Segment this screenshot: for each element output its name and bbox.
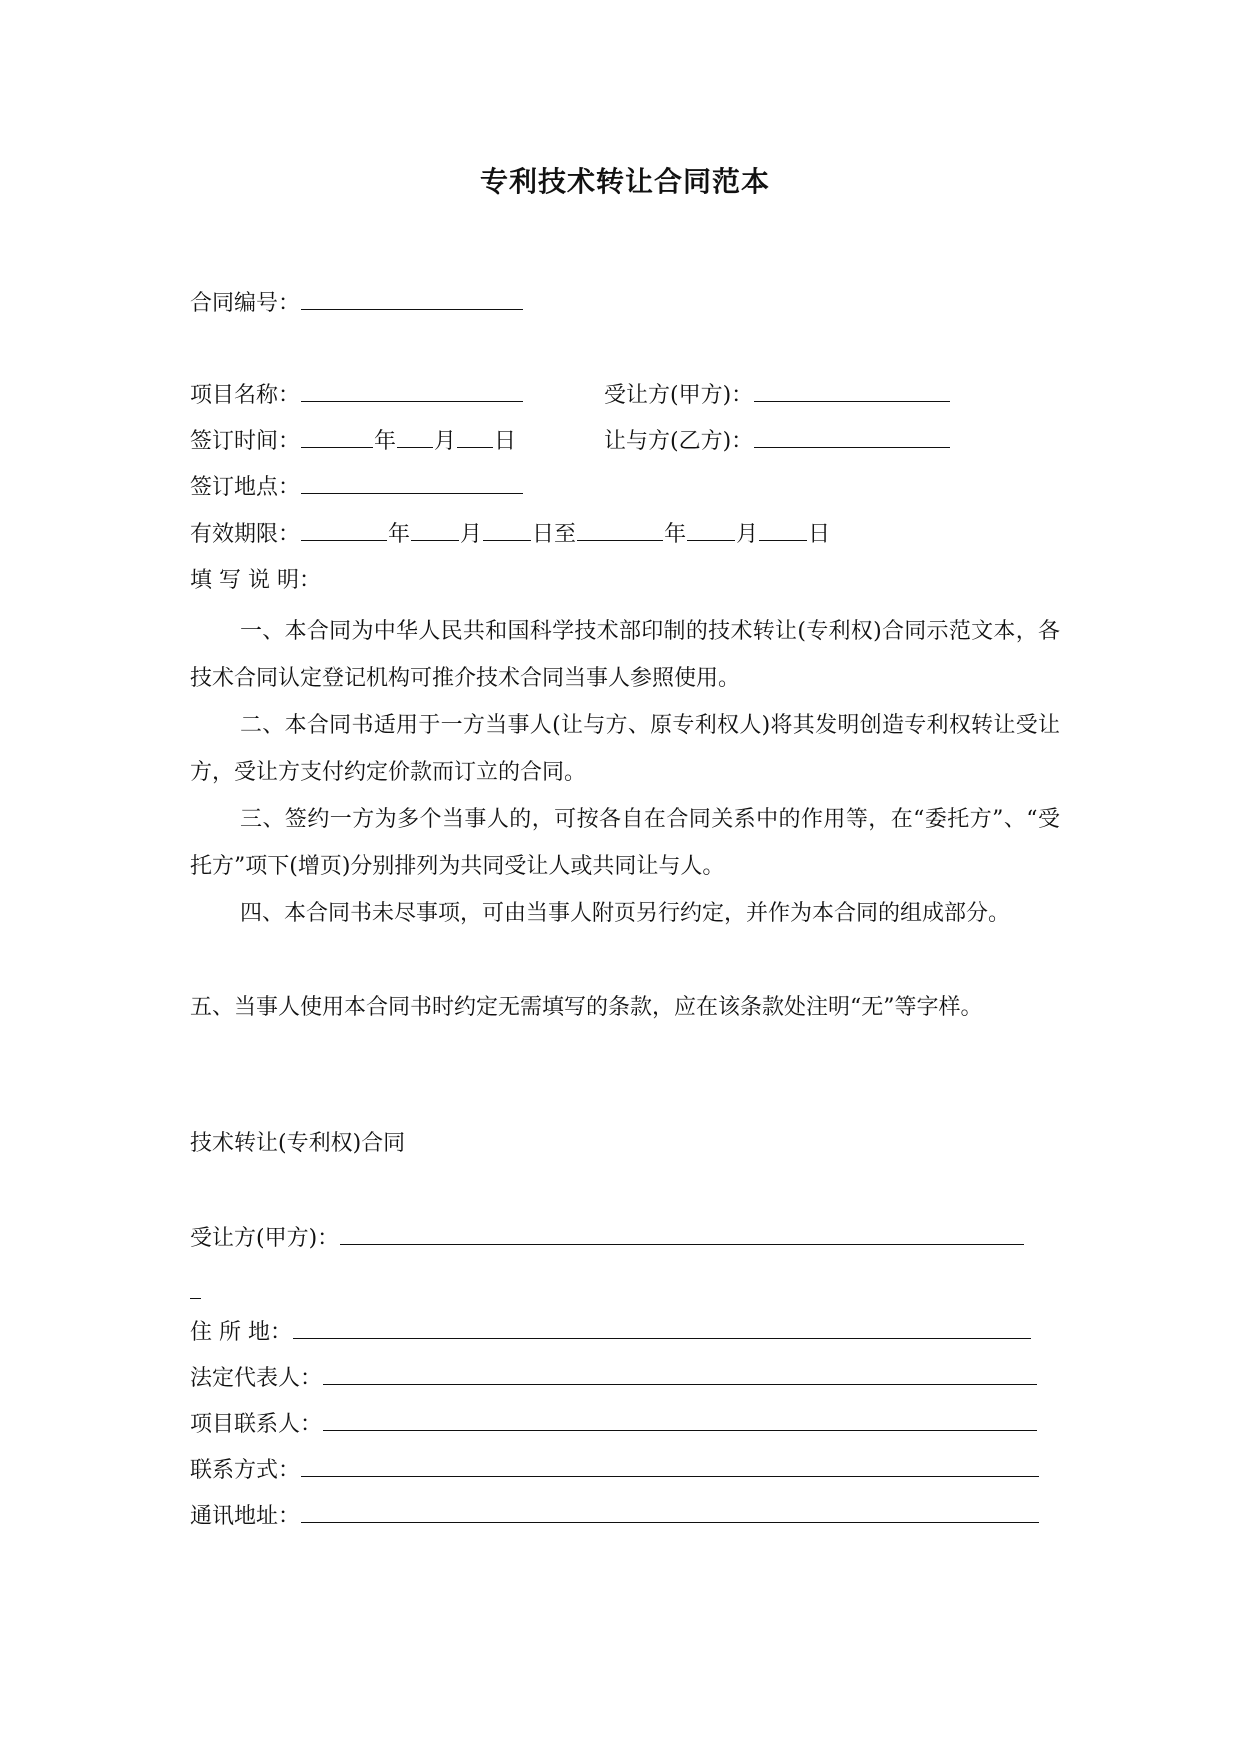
instruction-item-1: 一、本合同为中华人民共和国科学技术部印制的技术转让(专利权)合同示范文本，各技术合同认定登记机构可推介技术合同当事人参照使用。 bbox=[190, 619, 1060, 691]
assignor-blank[interactable] bbox=[754, 425, 950, 448]
project-name-blank[interactable] bbox=[301, 379, 523, 402]
legal-rep-row bbox=[190, 1362, 1038, 1395]
instructions-heading: 填 写 说 明： bbox=[190, 568, 321, 593]
month-label: 月 bbox=[460, 522, 483, 547]
project-name-row bbox=[190, 379, 524, 412]
validity-start-day-blank[interactable] bbox=[483, 518, 531, 541]
instruction-item-5: 五、当事人使用本合同书时约定无需填写的条款，应在该条款处注明“无”等字样。 bbox=[190, 995, 983, 1020]
sign-year-blank[interactable] bbox=[301, 425, 373, 448]
project-name-label: 项目名称： bbox=[190, 383, 301, 408]
party-assignee-label: 受让方(甲方)： bbox=[190, 1226, 340, 1251]
contract-number-row bbox=[190, 287, 524, 320]
contract-page bbox=[190, 0, 1060, 1754]
sign-day-blank[interactable] bbox=[457, 425, 493, 448]
assignor-row bbox=[604, 425, 951, 458]
validity-end-month-blank[interactable] bbox=[687, 518, 735, 541]
validity-end-day-blank[interactable] bbox=[759, 518, 807, 541]
sign-place-label: 签订地点： bbox=[190, 475, 301, 500]
sign-time-label: 签订时间： bbox=[190, 429, 301, 454]
year-label: 年 bbox=[664, 522, 687, 547]
instruction-item-3: 三、签约一方为多个当事人的，可按各自在合同关系中的作用等，在“委托方”、“受托方”项下(增页)分别排列为共同受让人或共同让与人。 bbox=[190, 807, 1060, 879]
contact-method-label: 联系方式： bbox=[190, 1458, 301, 1483]
year-label: 年 bbox=[388, 522, 411, 547]
contract-number-blank[interactable] bbox=[301, 287, 523, 310]
instruction-item-4: 四、本合同书未尽事项，可由当事人附页另行约定，并作为本合同的组成部分。 bbox=[240, 901, 1011, 926]
contact-method-row bbox=[190, 1454, 1040, 1487]
month-label: 月 bbox=[736, 522, 759, 547]
document-title: 专利技术转让合同范本 bbox=[479, 165, 770, 198]
validity-label: 有效期限： bbox=[190, 522, 301, 547]
address-row bbox=[190, 1316, 1032, 1349]
validity-start-year-blank[interactable] bbox=[301, 518, 387, 541]
assignee-label: 受让方(甲方)： bbox=[604, 383, 754, 408]
day-label: 日 bbox=[494, 429, 517, 454]
legal-rep-label: 法定代表人： bbox=[190, 1366, 323, 1391]
sign-time-row bbox=[190, 425, 516, 458]
stray-underscore bbox=[190, 1298, 201, 1299]
sign-place-blank[interactable] bbox=[301, 471, 523, 494]
validity-start-month-blank[interactable] bbox=[411, 518, 459, 541]
contract-subtitle: 技术转让(专利权)合同 bbox=[190, 1131, 406, 1156]
party-assignee-blank[interactable] bbox=[340, 1222, 1024, 1245]
validity-row bbox=[190, 518, 830, 551]
contact-person-row bbox=[190, 1408, 1038, 1441]
month-label: 月 bbox=[434, 429, 457, 454]
legal-rep-blank[interactable] bbox=[323, 1362, 1037, 1385]
validity-end-year-blank[interactable] bbox=[577, 518, 663, 541]
contract-number-label: 合同编号： bbox=[190, 291, 301, 316]
day-label: 日 bbox=[808, 522, 831, 547]
assignee-row bbox=[604, 379, 951, 412]
mail-address-row bbox=[190, 1500, 1040, 1533]
mail-address-blank[interactable] bbox=[301, 1500, 1039, 1523]
sign-place-row bbox=[190, 471, 524, 504]
address-blank[interactable] bbox=[293, 1316, 1031, 1339]
assignor-label: 让与方(乙方)： bbox=[604, 429, 754, 454]
contact-person-label: 项目联系人： bbox=[190, 1412, 323, 1437]
party-assignee-row bbox=[190, 1222, 1025, 1255]
contact-method-blank[interactable] bbox=[301, 1454, 1039, 1477]
year-label: 年 bbox=[374, 429, 397, 454]
assignee-blank[interactable] bbox=[754, 379, 950, 402]
instruction-item-2: 二、本合同书适用于一方当事人(让与方、原专利权人)将其发明创造专利权转让受让方，受让方支付约定价款而订立的合同。 bbox=[190, 713, 1060, 785]
mail-address-label: 通讯地址： bbox=[190, 1504, 301, 1529]
address-label: 住 所 地： bbox=[190, 1320, 292, 1345]
sign-month-blank[interactable] bbox=[397, 425, 433, 448]
day-to-label: 日至 bbox=[532, 522, 577, 547]
contact-person-blank[interactable] bbox=[323, 1408, 1037, 1431]
